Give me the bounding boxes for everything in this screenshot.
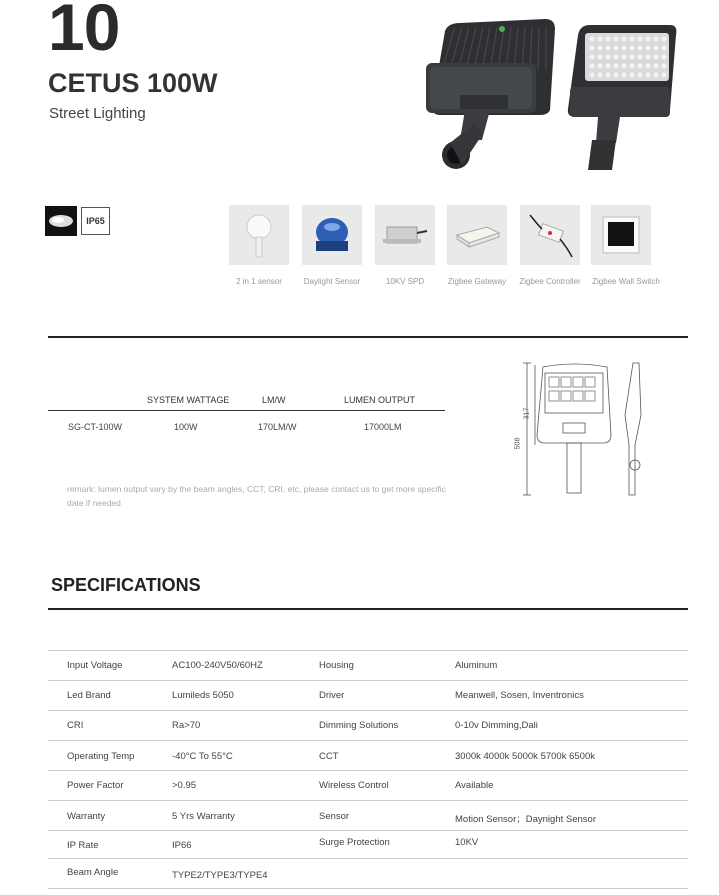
spec-value: Available xyxy=(455,780,494,791)
spec-key: Led Brand xyxy=(67,690,111,701)
section-divider xyxy=(48,336,688,338)
cell-wattage: 100W xyxy=(174,422,198,432)
specs-divider xyxy=(48,608,688,610)
accessory-label: Daylight Sensor xyxy=(303,277,361,286)
row-divider xyxy=(48,770,688,771)
spec-value: 5 Yrs Warranty xyxy=(172,811,235,822)
spec-value: Lumileds 5050 xyxy=(172,690,234,701)
spec-key: Power Factor xyxy=(67,780,124,791)
col-header-lumen: LUMEN OUTPUT xyxy=(344,395,416,405)
lamp-back-view-image xyxy=(426,19,555,169)
spec-value: IP66 xyxy=(172,840,192,851)
accessory-label: Zigbee Gateway xyxy=(447,277,507,286)
spec-value: -40°C To 55°C xyxy=(172,751,233,762)
col-header-wattage: SYSTEM WATTAGE xyxy=(147,395,230,405)
row-divider xyxy=(48,830,688,831)
dim-width-label: 317 xyxy=(523,407,531,420)
spec-value: TYPE2/TYPE3/TYPE4 xyxy=(172,870,268,881)
accessory-label: 10KV SPD xyxy=(385,277,425,286)
spec-key: Driver xyxy=(319,690,345,701)
spec-value: >0.95 xyxy=(172,780,197,791)
spec-key: Surge Protection xyxy=(319,837,390,848)
row-divider xyxy=(48,888,688,889)
spec-key: CRI xyxy=(67,720,84,731)
spec-key: Operating Temp xyxy=(67,751,135,762)
spec-key: Input Voltage xyxy=(67,660,123,671)
model-number: 10 xyxy=(48,0,120,64)
beam-icon xyxy=(45,206,77,236)
spec-key: Dimming Solutions xyxy=(319,720,399,731)
spec-value: 0-10v Dimming,Dali xyxy=(455,720,538,731)
accessory-label: Zigbee Wall Switch xyxy=(592,277,660,286)
spec-key: Housing xyxy=(319,660,354,671)
spec-key: Beam Angle xyxy=(67,867,119,878)
dim-height-label: 508 xyxy=(514,437,522,450)
ip65-badge: IP65 xyxy=(81,207,110,235)
cell-model: SG-CT-100W xyxy=(68,422,123,432)
spec-value: Motion Sensor；Daynight Sensor xyxy=(455,814,596,825)
sensor-icon xyxy=(229,205,289,265)
spec-key: Warranty xyxy=(67,811,106,822)
spec-key: Sensor xyxy=(319,811,350,822)
cell-lumen: 17000LM xyxy=(364,422,402,432)
spec-value: Aluminum xyxy=(455,660,498,671)
wall-switch-icon xyxy=(591,205,651,265)
spec-key: IP Rate xyxy=(67,840,99,851)
row-divider xyxy=(48,800,688,801)
accessory-label: Zigbee Controller xyxy=(519,277,581,286)
product-photo xyxy=(420,15,680,175)
gateway-icon xyxy=(447,205,507,265)
col-header-lmw: LM/W xyxy=(262,395,286,405)
remark-text: remark: lumen output vary by the beam angles, CCT, CRI, etc, please contact us to get more specific date if needed xyxy=(67,484,446,508)
dimension-drawing xyxy=(515,355,655,505)
spec-value: 3000k 4000k 5000k 5700k 6500k xyxy=(455,751,595,762)
specifications-heading: SPECIFICATIONS xyxy=(51,575,201,595)
spec-key: CCT xyxy=(319,751,339,762)
spec-value: AC100-240V50/60HZ xyxy=(172,660,263,671)
row-divider xyxy=(48,650,688,651)
spec-value: Meanwell, Sosen, Inventronics xyxy=(455,690,584,701)
row-divider xyxy=(48,740,688,741)
row-divider xyxy=(48,710,688,711)
row-divider xyxy=(48,858,688,859)
table-header-rule xyxy=(48,410,445,411)
cell-lmw: 170LM/W xyxy=(258,422,297,432)
spd-icon xyxy=(375,205,435,265)
spec-value: Ra>70 xyxy=(172,720,201,731)
product-subtitle: Street Lighting xyxy=(49,105,146,122)
photocell-icon xyxy=(302,205,362,265)
row-divider xyxy=(48,680,688,681)
lamp-front-view-image xyxy=(568,25,677,170)
spec-key: Wireless Control xyxy=(319,780,389,791)
product-title: CETUS 100W xyxy=(48,68,218,98)
accessory-label: 2 in 1 sensor xyxy=(236,277,282,286)
spec-value: 10KV xyxy=(455,837,479,848)
controller-icon xyxy=(520,205,580,265)
